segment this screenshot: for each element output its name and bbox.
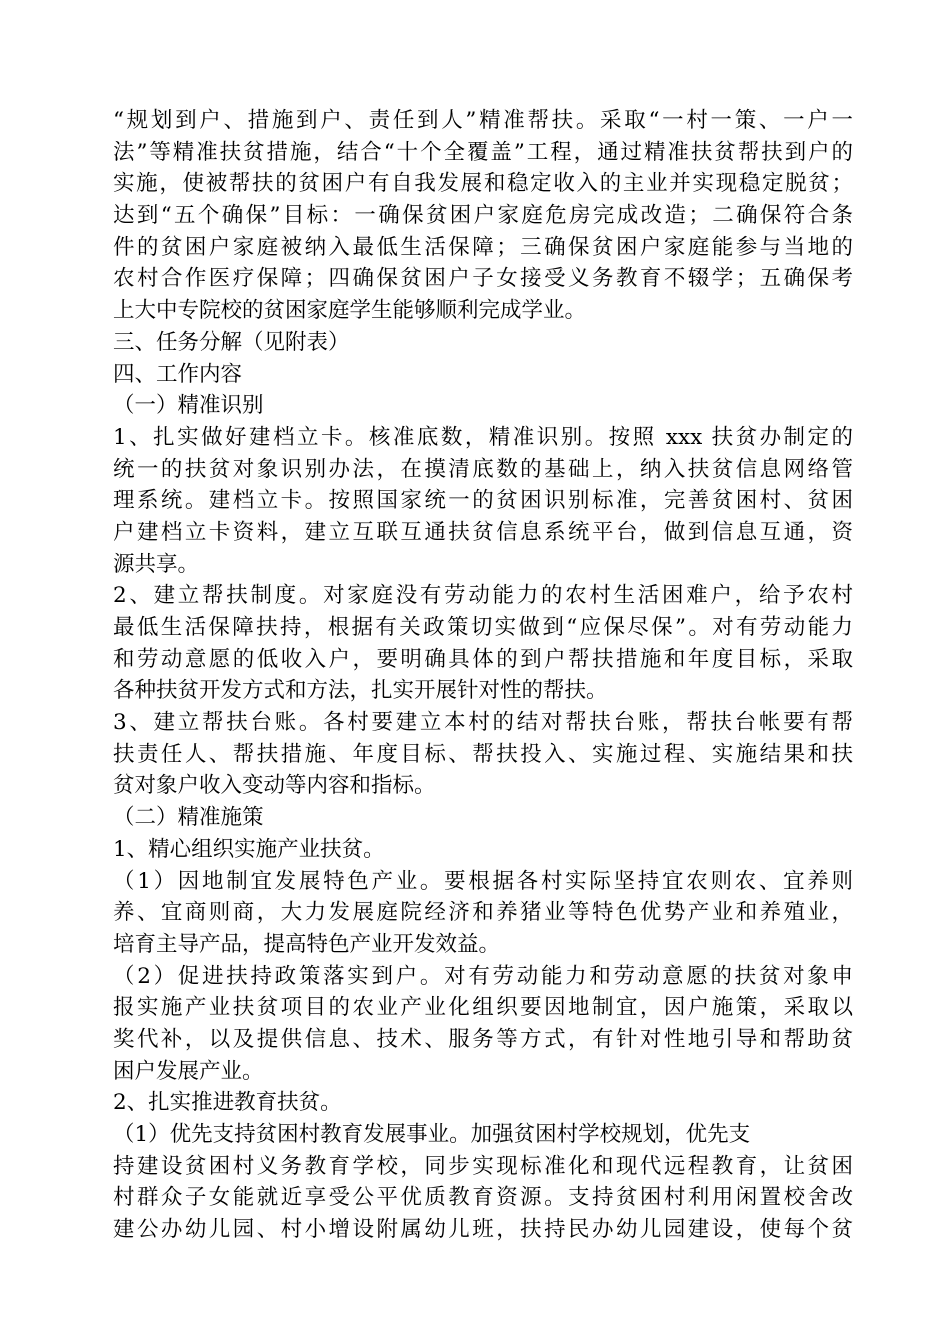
text-line: 村群众子女能就近享受公平优质教育资源。支持贫困村利用闲置校舍改 <box>113 1185 853 1211</box>
text-line: 持建设贫困村义务教育学校，同步实现标准化和现代远程教育，让贫困 <box>113 1153 853 1179</box>
text-line: 源共享。 <box>113 551 200 577</box>
text-line: 报实施产业扶贫项目的农业产业化组织要因地制宜，因户施策，采取以 <box>113 995 853 1021</box>
text-line: 件的贫困户家庭被纳入最低生活保障；三确保贫困户家庭能参与当地的 <box>113 234 853 260</box>
text-line: 1、扎实做好建档立卡。核准底数，精准识别。按照 xxx 扶贫办制定的 <box>113 424 853 450</box>
text-line: 上大中专院校的贫困家庭学生能够顺利完成学业。 <box>113 298 587 324</box>
text-line: 困户发展产业。 <box>113 1058 264 1084</box>
text-line: 贫对象户收入变动等内容和指标。 <box>113 773 436 799</box>
text-line: 3、建立帮扶台账。各村要建立本村的结对帮扶台账，帮扶台帐要有帮 <box>113 710 853 736</box>
text-line: 2、建立帮扶制度。对家庭没有劳动能力的农村生活困难户，给予农村 <box>113 583 853 609</box>
text-line: 统一的扶贫对象识别办法，在摸清底数的基础上，纳入扶贫信息网络管 <box>113 456 853 482</box>
text-line: 1、精心组织实施产业扶贫。 <box>113 836 385 862</box>
text-line: 扶责任人、帮扶措施、年度目标、帮扶投入、实施过程、实施结果和扶 <box>113 741 853 767</box>
text-line: （2）促进扶持政策落实到户。对有劳动能力和劳动意愿的扶贫对象申 <box>113 963 853 989</box>
text-line: （1）优先支持贫困村教育发展事业。加强贫困村学校规划，优先支 <box>113 1122 751 1147</box>
text-line: 养、宜商则商，大力发展庭院经济和养猪业等特色优势产业和养殖业， <box>113 900 853 926</box>
text-line: 奖代补，以及提供信息、技术、服务等方式，有针对性地引导和帮助贫 <box>113 1026 853 1052</box>
text-line: 农村合作医疗保障；四确保贫困户子女接受义务教育不辍学；五确保考 <box>113 266 853 292</box>
text-line: 法”等精准扶贫措施，结合“十个全覆盖”工程，通过精准扶贫帮扶到户的 <box>113 139 853 165</box>
text-line: 2、扎实推进教育扶贫。 <box>113 1090 342 1116</box>
text-line: 最低生活保障扶持，根据有关政策切实做到“应保尽保”。对有劳动能力 <box>113 615 853 640</box>
text-line: 理系统。建档立卡。按照国家统一的贫困识别标准，完善贫困村、贫困 <box>113 488 853 514</box>
section-heading: 四、工作内容 <box>113 361 243 387</box>
document-body <box>113 105 853 1246</box>
text-line: 户建档立卡资料，建立互联互通扶贫信息系统平台，做到信息互通，资 <box>113 519 853 545</box>
section-heading: 三、任务分解（见附表） <box>113 329 350 355</box>
text-line: 实施，使被帮扶的贫困户有自我发展和稳定收入的主业并实现稳定脱贫； <box>113 171 853 197</box>
subsection-heading: （二）精准施策 <box>113 805 264 831</box>
text-line: 达到“五个确保”目标：一确保贫困户家庭危房完成改造；二确保符合条 <box>113 203 853 229</box>
text-line: “规划到户、措施到户、责任到人”精准帮扶。采取“一村一策、一户一 <box>113 108 853 133</box>
text-line: 各种扶贫开发方式和方法，扎实开展针对性的帮扶。 <box>113 678 608 704</box>
text-line: 培育主导产品，提高特色产业开发效益。 <box>113 931 501 957</box>
text-line: 和劳动意愿的低收入户，要明确具体的到户帮扶措施和年度目标，采取 <box>113 646 853 672</box>
text-line: 建公办幼儿园、村小增设附属幼儿班，扶持民办幼儿园建设，使每个贫 <box>113 1217 853 1243</box>
subsection-heading: （一）精准识别 <box>113 393 264 419</box>
text-line: （1）因地制宜发展特色产业。要根据各村实际坚持宜农则农、宜养则 <box>113 868 853 894</box>
